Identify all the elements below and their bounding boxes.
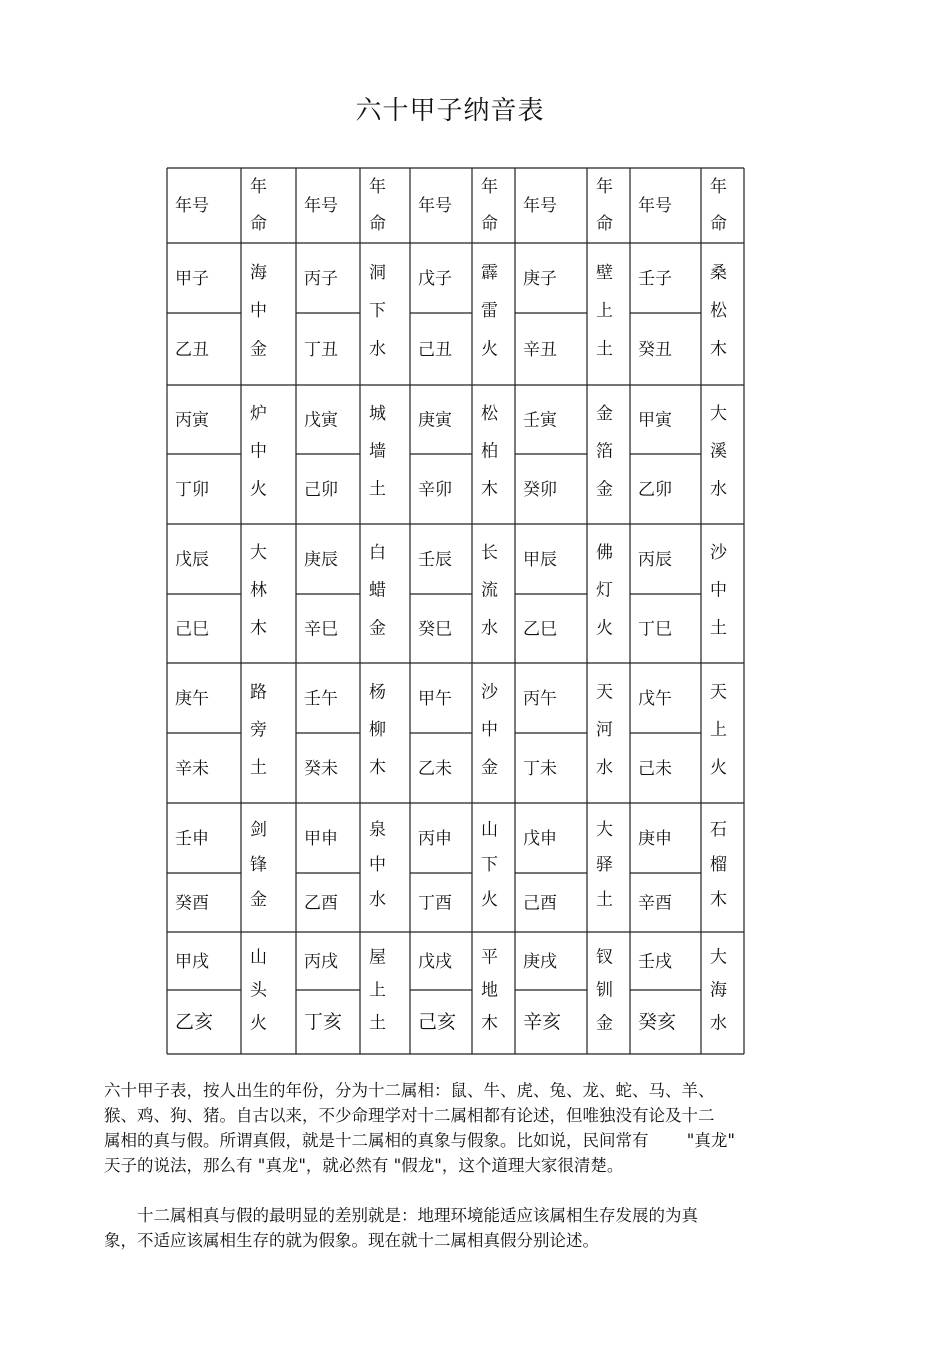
- year-cell-top: 壬子: [638, 269, 672, 289]
- header-year-label: 年号: [638, 196, 672, 216]
- year-cell-top: 丙寅: [175, 410, 209, 431]
- nayin-char: 钗: [596, 947, 613, 968]
- nayin-char: 林: [250, 580, 267, 601]
- nayin-char: 水: [369, 889, 386, 910]
- year-cell-bottom: 乙未: [418, 759, 452, 779]
- nayin-char: 白: [369, 543, 386, 564]
- year-cell-bottom: 癸未: [304, 759, 338, 779]
- year-cell-top: 戊子: [418, 269, 452, 289]
- nayin-char: 土: [369, 1013, 386, 1034]
- nayin-char: 火: [250, 479, 267, 500]
- year-cell-bottom: 己卯: [304, 480, 338, 500]
- nayin-char: 火: [481, 889, 498, 910]
- year-cell-bottom: 乙酉: [304, 893, 338, 914]
- year-cell-top: 甲寅: [638, 410, 672, 431]
- nayin-char: 溪: [710, 441, 727, 462]
- nayin-char: 沙: [710, 543, 727, 564]
- nayin-char: 中: [369, 855, 386, 876]
- nayin-char: 蜡: [369, 580, 386, 601]
- year-cell-top: 戊戌: [418, 952, 452, 972]
- nayin-char: 剑: [250, 820, 267, 841]
- paragraph-line: 属相的真与假。所谓真假，就是十二属相的真象与假象。比如说，民间常有 "真龙": [104, 1131, 735, 1150]
- year-cell-top: 戊午: [638, 689, 672, 709]
- nayin-char: 海: [250, 262, 267, 283]
- nayin-char: 头: [250, 980, 267, 1001]
- nayin-char: 大: [710, 404, 727, 425]
- year-cell-top: 庚午: [175, 689, 209, 709]
- header-year-label: 年号: [418, 196, 452, 216]
- nayin-char: 下: [481, 855, 498, 876]
- header-life-label: 年: [710, 177, 727, 197]
- year-cell-top: 壬辰: [418, 550, 452, 570]
- nayin-char: 火: [481, 339, 498, 360]
- nayin-char: 金: [596, 404, 613, 425]
- header-life-label: 年: [596, 177, 613, 197]
- nayin-char: 长: [481, 543, 498, 564]
- intro-paragraph: [104, 1078, 804, 1178]
- nayin-char: 水: [710, 479, 727, 500]
- nayin-char: 地: [481, 980, 498, 1001]
- nayin-char: 桑: [710, 262, 727, 283]
- nayin-char: 木: [369, 758, 386, 779]
- nayin-char: 锋: [250, 855, 267, 876]
- nayin-char: 大: [250, 543, 267, 564]
- header-year-label: 年号: [175, 196, 209, 216]
- nayin-char: 大: [596, 820, 613, 841]
- nayin-char: 上: [596, 301, 613, 322]
- nayin-char: 驿: [596, 855, 613, 876]
- paragraph-line: 十二属相真与假的最明显的差别就是：地理环境能适应该属相生存发展的为真: [104, 1206, 698, 1225]
- nayin-char: 金: [250, 339, 267, 360]
- year-cell-bottom: 癸巳: [418, 619, 452, 640]
- year-cell-bottom: 癸酉: [175, 893, 209, 914]
- nayin-char: 金: [596, 479, 613, 500]
- year-cell-top: 庚寅: [418, 410, 452, 431]
- year-cell-bottom: 乙卯: [638, 480, 672, 500]
- year-cell-bottom: 辛亥: [523, 1011, 562, 1033]
- nayin-char: 灯: [596, 580, 613, 601]
- nayin-char: 炉: [250, 404, 267, 425]
- nayin-char: 屋: [369, 947, 386, 968]
- year-cell-top: 甲戌: [175, 952, 209, 972]
- year-cell-top: 壬午: [304, 689, 338, 709]
- nayin-char: 河: [596, 720, 613, 741]
- paragraph-line: 天子的说法，那么有 "真龙"，就必然有 "假龙"，这个道理大家很清楚。: [104, 1156, 624, 1175]
- nayin-char: 霹: [481, 262, 498, 283]
- header-year-label: 年号: [304, 196, 338, 216]
- nayin-char: 木: [481, 1013, 498, 1034]
- nayin-char: 杨: [369, 682, 386, 703]
- nayin-char: 中: [710, 580, 727, 601]
- nayin-char: 金: [250, 889, 267, 910]
- year-cell-top: 丙辰: [638, 550, 672, 570]
- page-title: 六十甲子纳音表: [355, 96, 545, 126]
- year-cell-bottom: 己酉: [523, 893, 557, 914]
- year-cell-top: 丙申: [418, 829, 452, 849]
- nayin-char: 木: [250, 618, 267, 639]
- header-life-label: 命: [481, 214, 498, 234]
- nayin-char: 天: [596, 682, 613, 703]
- nayin-char: 金: [369, 618, 386, 639]
- header-life-label: 命: [250, 214, 267, 234]
- paragraph-line: 象，不适应该属相生存的就为假象。现在就十二属相真假分别论述。: [104, 1231, 599, 1250]
- year-cell-bottom: 丁未: [523, 759, 557, 779]
- nayin-char: 水: [596, 758, 613, 779]
- nayin-char: 松: [481, 404, 498, 425]
- nayin-char: 流: [481, 580, 498, 601]
- nayin-char: 松: [710, 301, 727, 322]
- year-cell-bottom: 己亥: [418, 1011, 457, 1033]
- nayin-char: 火: [596, 618, 613, 639]
- year-cell-bottom: 丁亥: [304, 1011, 343, 1033]
- year-cell-top: 丙戌: [304, 952, 338, 972]
- year-cell-bottom: 辛酉: [638, 893, 672, 914]
- year-cell-bottom: 己巳: [175, 619, 209, 640]
- nayin-char: 木: [481, 479, 498, 500]
- nayin-char: 壁: [596, 262, 613, 283]
- header-life-label: 年: [250, 177, 267, 197]
- year-cell-top: 庚申: [638, 829, 672, 849]
- nayin-char: 金: [596, 1013, 613, 1034]
- nayin-char: 水: [481, 618, 498, 639]
- nayin-char: 金: [481, 758, 498, 779]
- year-cell-top: 庚子: [523, 269, 557, 289]
- nayin-char: 中: [481, 720, 498, 741]
- year-cell-bottom: 辛卯: [418, 480, 452, 500]
- nayin-char: 佛: [596, 543, 613, 564]
- year-cell-bottom: 丁巳: [638, 619, 672, 640]
- nayin-char: 榴: [710, 855, 727, 876]
- year-cell-bottom: 丁酉: [418, 893, 452, 914]
- nayin-char: 上: [710, 720, 727, 741]
- year-cell-bottom: 癸丑: [638, 340, 672, 360]
- nayin-char: 火: [250, 1013, 267, 1034]
- header-life-label: 年: [369, 177, 386, 197]
- year-cell-top: 戊寅: [304, 410, 338, 431]
- header-life-label: 年: [481, 177, 498, 197]
- year-cell-bottom: 辛丑: [523, 340, 557, 360]
- nayin-char: 中: [250, 441, 267, 462]
- nayin-char: 水: [710, 1013, 727, 1034]
- year-cell-top: 丙子: [304, 269, 338, 289]
- nayin-char: 山: [250, 947, 267, 968]
- year-cell-top: 戊辰: [175, 550, 209, 570]
- year-cell-top: 庚辰: [304, 550, 338, 570]
- nayin-char: 海: [710, 980, 727, 1001]
- nayin-char: 土: [369, 479, 386, 500]
- header-life-label: 命: [369, 214, 386, 234]
- nayin-char: 天: [710, 682, 727, 703]
- header-life-label: 命: [710, 214, 727, 234]
- nayin-char: 雷: [481, 301, 498, 322]
- nayin-char: 木: [710, 339, 727, 360]
- year-cell-top: 甲申: [304, 829, 338, 849]
- difference-paragraph: [104, 1203, 804, 1253]
- nayin-char: 钏: [596, 980, 613, 1001]
- nayin-char: 土: [710, 618, 727, 639]
- year-cell-top: 丙午: [523, 689, 557, 709]
- nayin-char: 城: [369, 404, 386, 425]
- year-cell-bottom: 丁卯: [175, 480, 209, 500]
- nayin-char: 大: [710, 947, 727, 968]
- nayin-char: 箔: [596, 441, 613, 462]
- nayin-char: 平: [481, 947, 498, 968]
- nayin-char: 柳: [369, 720, 386, 741]
- year-cell-bottom: 乙巳: [523, 619, 557, 640]
- nayin-char: 柏: [481, 441, 498, 462]
- year-cell-top: 庚戌: [523, 952, 557, 972]
- year-cell-top: 甲午: [418, 689, 452, 709]
- nayin-char: 土: [596, 339, 613, 360]
- nayin-char: 沙: [481, 682, 498, 703]
- header-life-label: 命: [596, 214, 613, 234]
- nayin-char: 土: [596, 889, 613, 910]
- nayin-char: 木: [710, 889, 727, 910]
- year-cell-bottom: 乙丑: [175, 340, 209, 360]
- nayin-char: 火: [710, 758, 727, 779]
- nayin-char: 水: [369, 339, 386, 360]
- year-cell-top: 戊申: [523, 829, 557, 849]
- year-cell-bottom: 己丑: [418, 340, 452, 360]
- year-cell-bottom: 辛巳: [304, 619, 338, 640]
- nayin-char: 山: [481, 820, 498, 841]
- year-cell-top: 壬寅: [523, 410, 557, 431]
- year-cell-top: 甲子: [175, 269, 209, 289]
- nayin-char: 旁: [250, 720, 267, 741]
- year-cell-bottom: 癸亥: [638, 1011, 677, 1033]
- header-year-label: 年号: [523, 196, 557, 216]
- year-cell-top: 壬申: [175, 829, 209, 849]
- year-cell-bottom: 辛未: [175, 759, 209, 779]
- year-cell-bottom: 己未: [638, 759, 672, 779]
- paragraph-line: 猴、鸡、狗、猪。自古以来，不少命理学对十二属相都有论述，但唯独没有论及十二: [104, 1106, 715, 1125]
- nayin-char: 路: [250, 682, 267, 703]
- nayin-char: 石: [710, 820, 727, 841]
- nayin-char: 上: [369, 980, 386, 1001]
- nayin-char: 洞: [369, 262, 386, 283]
- year-cell-bottom: 乙亥: [175, 1011, 214, 1033]
- paragraph-line: 六十甲子表，按人出生的年份，分为十二属相：鼠、牛、虎、兔、龙、蛇、马、羊、: [104, 1081, 715, 1100]
- nayin-char: 土: [250, 758, 267, 779]
- year-cell-bottom: 癸卯: [523, 480, 557, 500]
- year-cell-bottom: 丁丑: [304, 340, 338, 360]
- nayin-char: 中: [250, 301, 267, 322]
- nayin-char: 下: [369, 301, 386, 322]
- year-cell-top: 甲辰: [523, 550, 557, 570]
- nayin-char: 泉: [369, 820, 386, 841]
- year-cell-top: 壬戌: [638, 952, 672, 972]
- nayin-char: 墙: [369, 441, 386, 462]
